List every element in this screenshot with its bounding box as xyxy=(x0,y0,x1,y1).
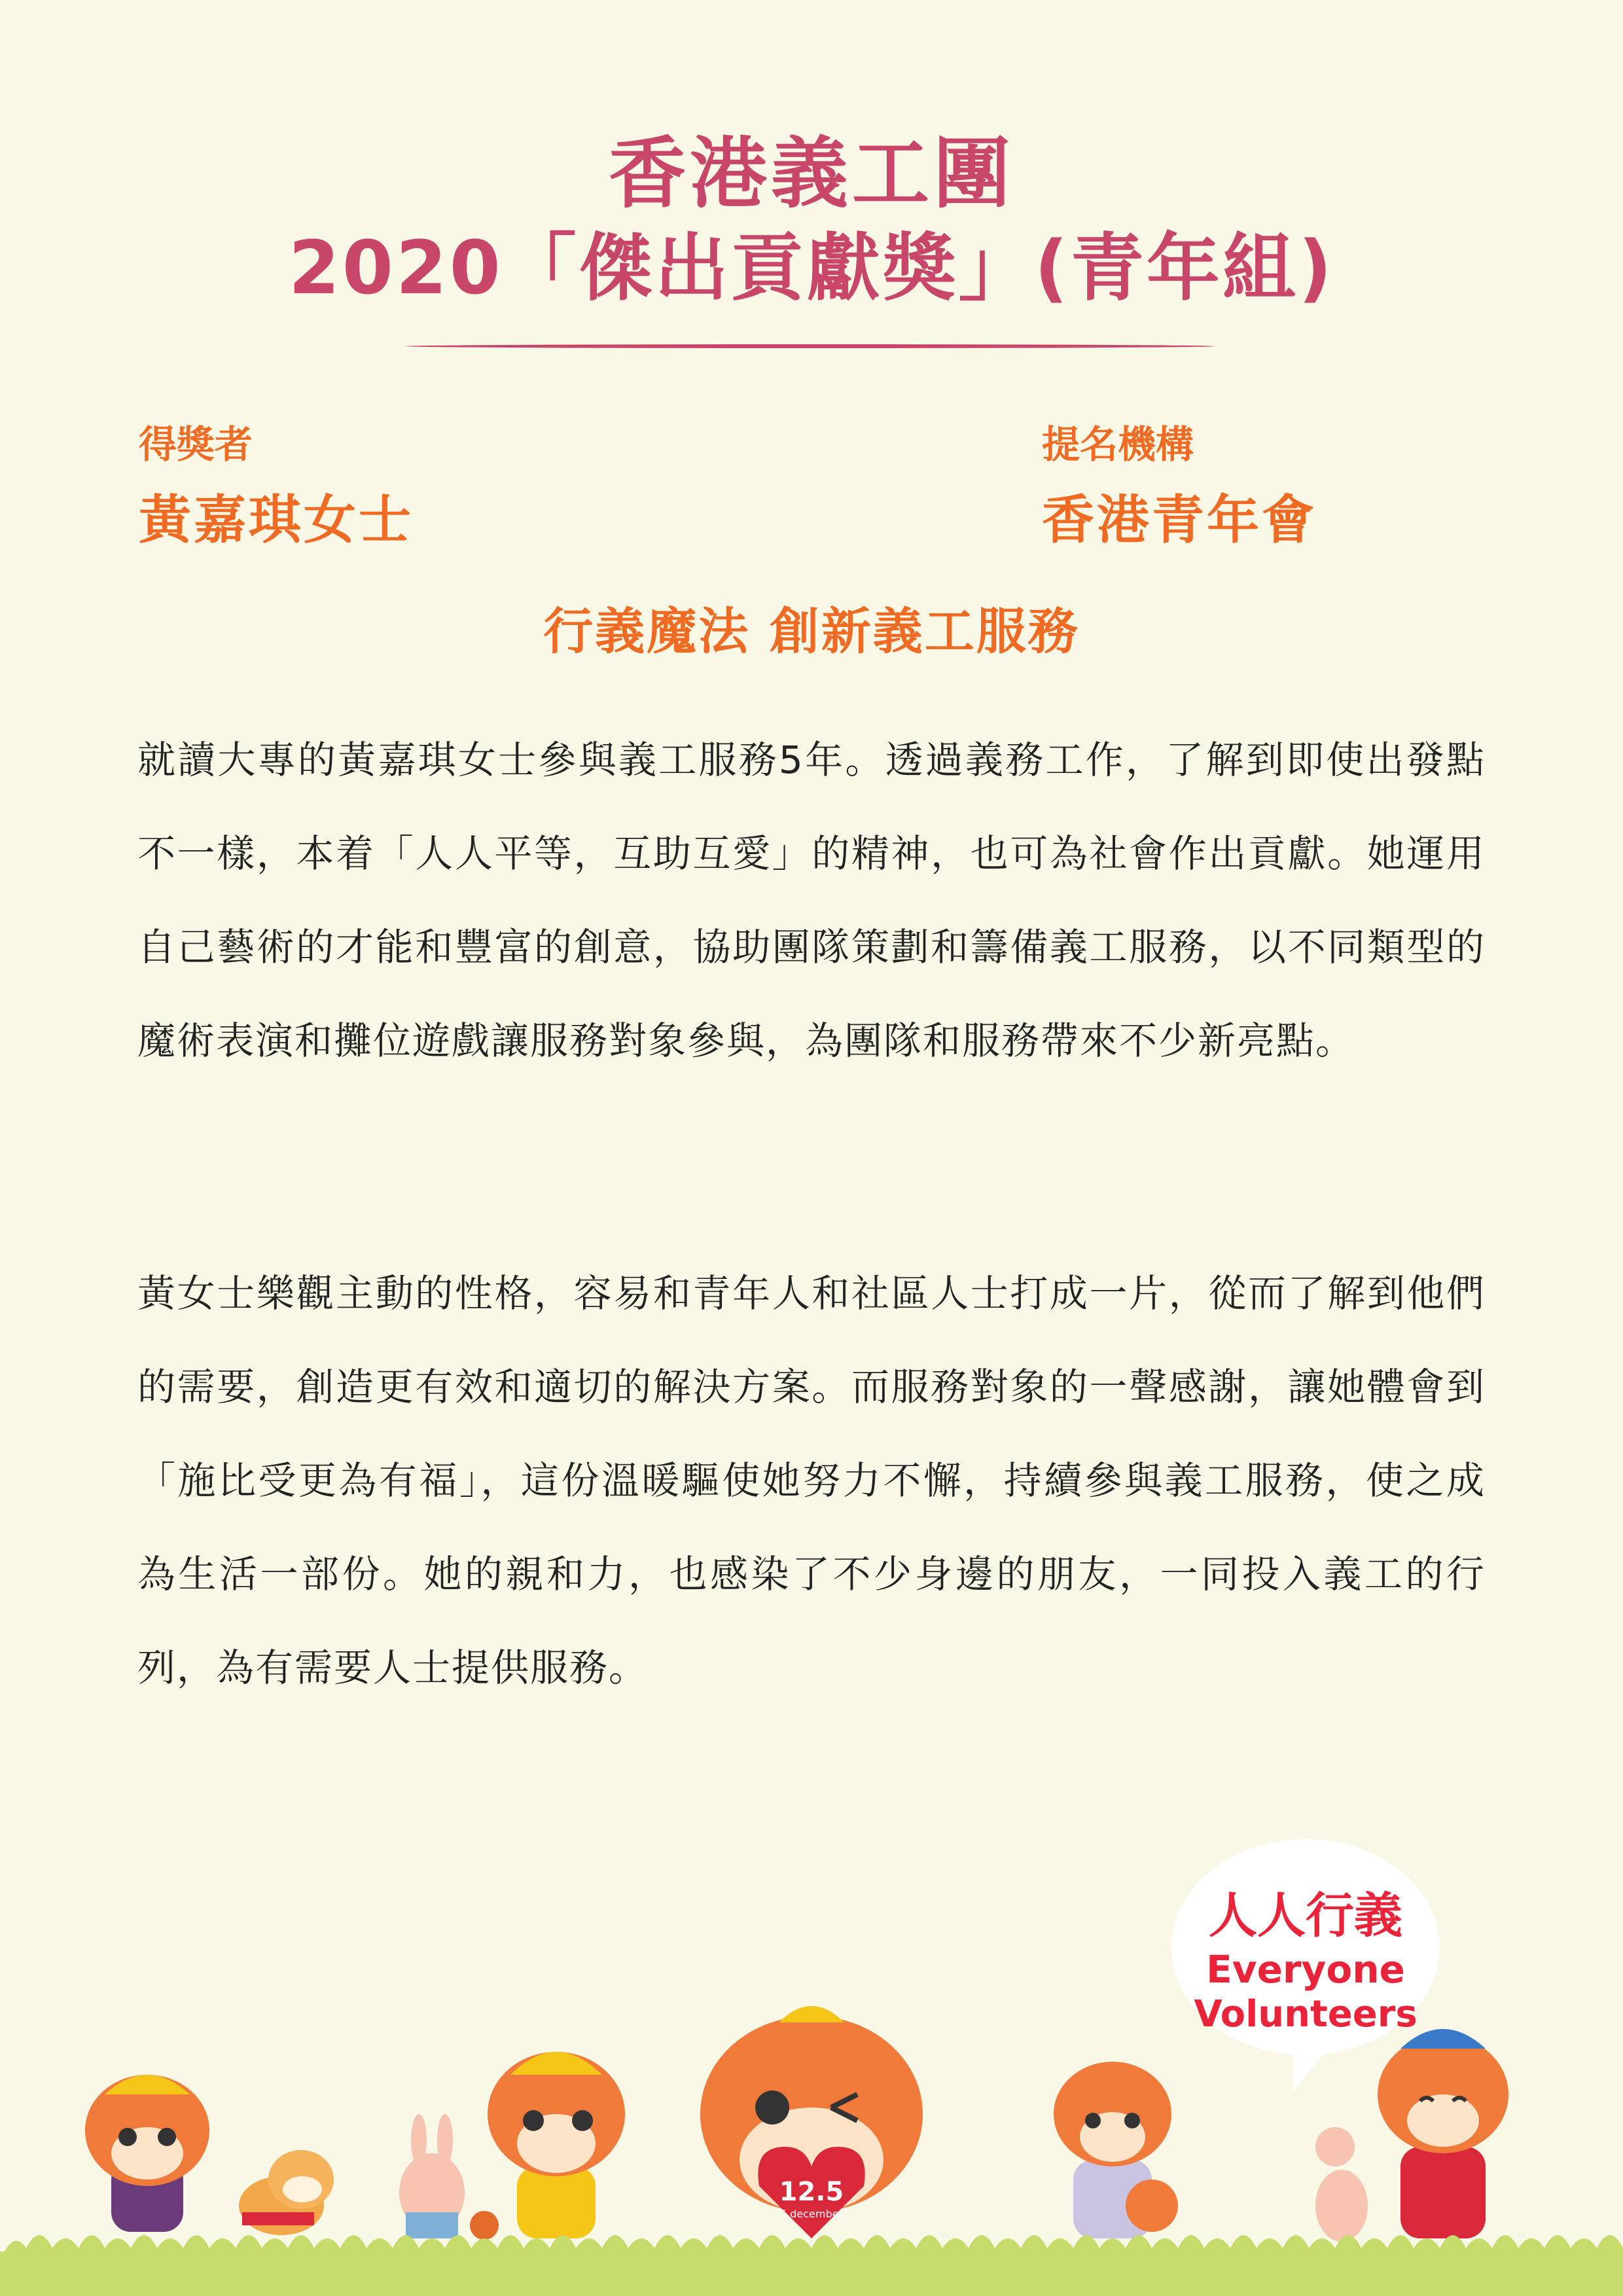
body-paragraph-2: 黃女士樂觀主動的性格，容易和青年人和社區人士打成一片，從而了解到他們的需要，創造更有效和適切的解決方案。而服務對象的一聲感謝，讓她體會到「施比受更為有福」，這份溫暖驅使她努力不懈，持續參與義工服務，使之成為生活一部份。她的親和力，也感染了不少身邊的朋友，一同投入義工的行列，為有需要人士提供服務。 xyxy=(137,1271,1486,1690)
awardee-label: 得獎者 xyxy=(139,422,253,467)
heart-date-text: 12.5 xyxy=(779,2177,844,2207)
nominator-label: 提名機構 xyxy=(1042,422,1194,467)
heart-subtext: 5 december xyxy=(779,2208,844,2220)
mascot-central-heart xyxy=(700,2006,923,2238)
title-line-1: 香港義工團 xyxy=(608,128,1014,219)
nominator-name: 香港青年會 xyxy=(1042,490,1317,550)
motto: 行義魔法 創新義工服務 xyxy=(543,602,1080,660)
mascot-cat-cap xyxy=(488,2052,625,2238)
mascot-cat-right xyxy=(1378,2029,1508,2238)
logo-text-chinese: 人人行義 xyxy=(1209,1888,1402,1944)
mascot-bunny xyxy=(399,2114,499,2240)
title-line-2: 2020「傑出貢獻獎」(青年組) xyxy=(288,226,1335,311)
ground-strip xyxy=(0,2251,1623,2296)
title-divider xyxy=(406,344,1215,348)
logo-text-everyone: Everyone xyxy=(1206,1947,1405,1992)
mascot-cat-family xyxy=(1054,2062,1178,2238)
logo-text-volunteers: Volunteers xyxy=(1194,1993,1418,2036)
mascot-cat-left xyxy=(85,2075,209,2232)
body-paragraph-1: 就讀大專的黃嘉琪女士參與義工服務5年。透過義務工作，了解到即使出發點不一樣，本着「人人平等，互助互愛」的精神，也可為社會作出貢獻。她運用自己藝術的才能和豐富的創意，協助團隊策劃和籌備義工服務，以不同類型的魔術表演和攤位遊戲讓服務對象參與，為團隊和服務帶來不少新亮點。 xyxy=(137,738,1486,1063)
awardee-name: 黃嘉琪女士 xyxy=(139,490,414,550)
mascot-illustration xyxy=(0,1996,1623,2258)
